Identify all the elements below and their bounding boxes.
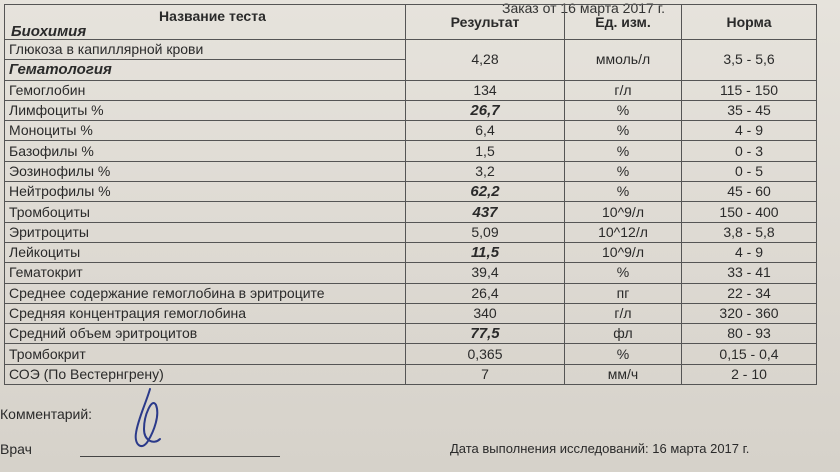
test-name: Моноциты %	[5, 121, 406, 141]
table-row	[5, 324, 817, 344]
test-name: Эритроциты	[5, 222, 406, 242]
test-unit: фл	[565, 324, 682, 344]
table-row	[5, 202, 817, 222]
table-header-row	[5, 5, 817, 40]
test-result: 11,5	[406, 242, 565, 262]
test-norm: 2 - 10	[682, 364, 817, 384]
glucose-norm: 3,5 - 5,6	[682, 40, 817, 81]
test-norm: 0,15 - 0,4	[682, 344, 817, 364]
test-unit: %	[565, 263, 682, 283]
table-row	[5, 283, 817, 303]
table-row	[5, 263, 817, 283]
test-result: 1,5	[406, 141, 565, 161]
test-unit: %	[565, 100, 682, 120]
test-unit: %	[565, 141, 682, 161]
table-row-glucose	[5, 40, 817, 60]
test-norm: 0 - 3	[682, 141, 817, 161]
test-unit: %	[565, 121, 682, 141]
test-result: 26,7	[406, 100, 565, 120]
test-name: Тромбоциты	[5, 202, 406, 222]
doctor-label: Врач	[0, 441, 32, 457]
test-unit: мм/ч	[565, 364, 682, 384]
results-table	[4, 4, 817, 385]
test-unit: 10^12/л	[565, 222, 682, 242]
table-row	[5, 80, 817, 100]
test-norm: 4 - 9	[682, 242, 817, 262]
header-unit: Ед. изм.	[565, 5, 682, 40]
test-name: Базофилы %	[5, 141, 406, 161]
glucose-name: Глюкоза в капиллярной крови	[5, 40, 406, 60]
test-norm: 0 - 5	[682, 161, 817, 181]
test-result: 437	[406, 202, 565, 222]
test-unit: %	[565, 182, 682, 202]
test-result: 39,4	[406, 263, 565, 283]
test-result: 134	[406, 80, 565, 100]
comment-label: Комментарий:	[0, 406, 93, 422]
test-name: Эозинофилы %	[5, 161, 406, 181]
test-norm: 45 - 60	[682, 182, 817, 202]
header-norm: Норма	[682, 5, 817, 40]
section-biochem: Биохимия	[11, 23, 87, 40]
table-row	[5, 100, 817, 120]
test-result: 6,4	[406, 121, 565, 141]
table-row	[5, 344, 817, 364]
table-row	[5, 242, 817, 262]
test-name: СОЭ (По Вестернгрену)	[5, 364, 406, 384]
test-unit: г/л	[565, 80, 682, 100]
test-result: 0,365	[406, 344, 565, 364]
test-norm: 115 - 150	[682, 80, 817, 100]
signature-scribble	[120, 385, 180, 455]
date-value: 16 марта 2017 г.	[652, 441, 750, 456]
header-name-cell	[5, 5, 406, 40]
glucose-result: 4,28	[406, 40, 565, 81]
glucose-unit: ммоль/л	[565, 40, 682, 81]
test-unit: 10^9/л	[565, 202, 682, 222]
doctor-signature-line	[80, 456, 280, 457]
date-label: Дата выполнения исследований:	[450, 441, 649, 456]
test-unit: г/л	[565, 303, 682, 323]
test-result: 62,2	[406, 182, 565, 202]
test-name: Среднее содержание гемоглобина в эритроците	[5, 283, 406, 303]
test-norm: 4 - 9	[682, 121, 817, 141]
test-result: 26,4	[406, 283, 565, 303]
test-result: 3,2	[406, 161, 565, 181]
table-row	[5, 182, 817, 202]
test-name: Тромбокрит	[5, 344, 406, 364]
test-norm: 3,8 - 5,8	[682, 222, 817, 242]
test-norm: 22 - 34	[682, 283, 817, 303]
test-norm: 33 - 41	[682, 263, 817, 283]
test-name: Средний объем эритроцитов	[5, 324, 406, 344]
test-norm: 80 - 93	[682, 324, 817, 344]
table-row	[5, 161, 817, 181]
test-unit: 10^9/л	[565, 242, 682, 262]
test-name: Лимфоциты %	[5, 100, 406, 120]
test-norm: 35 - 45	[682, 100, 817, 120]
test-unit: %	[565, 161, 682, 181]
test-result: 7	[406, 364, 565, 384]
test-unit: %	[565, 344, 682, 364]
test-name: Гемоглобин	[5, 80, 406, 100]
table-row	[5, 141, 817, 161]
test-unit: пг	[565, 283, 682, 303]
test-result: 5,09	[406, 222, 565, 242]
table-row	[5, 303, 817, 323]
test-result: 77,5	[406, 324, 565, 344]
test-norm: 320 - 360	[682, 303, 817, 323]
test-name: Средняя концентрация гемоглобина	[5, 303, 406, 323]
section-hematology: Гематология	[5, 60, 406, 80]
completion-date	[450, 441, 749, 456]
order-date-line: Заказ от 16 марта 2017 г.	[502, 0, 665, 16]
table-row	[5, 222, 817, 242]
test-name: Лейкоциты	[5, 242, 406, 262]
test-norm: 150 - 400	[682, 202, 817, 222]
header-name: Название теста	[159, 8, 266, 24]
header-result: Результат	[406, 5, 565, 40]
test-result: 340	[406, 303, 565, 323]
table-row	[5, 364, 817, 384]
table-row	[5, 121, 817, 141]
test-name: Нейтрофилы %	[5, 182, 406, 202]
test-name: Гематокрит	[5, 263, 406, 283]
